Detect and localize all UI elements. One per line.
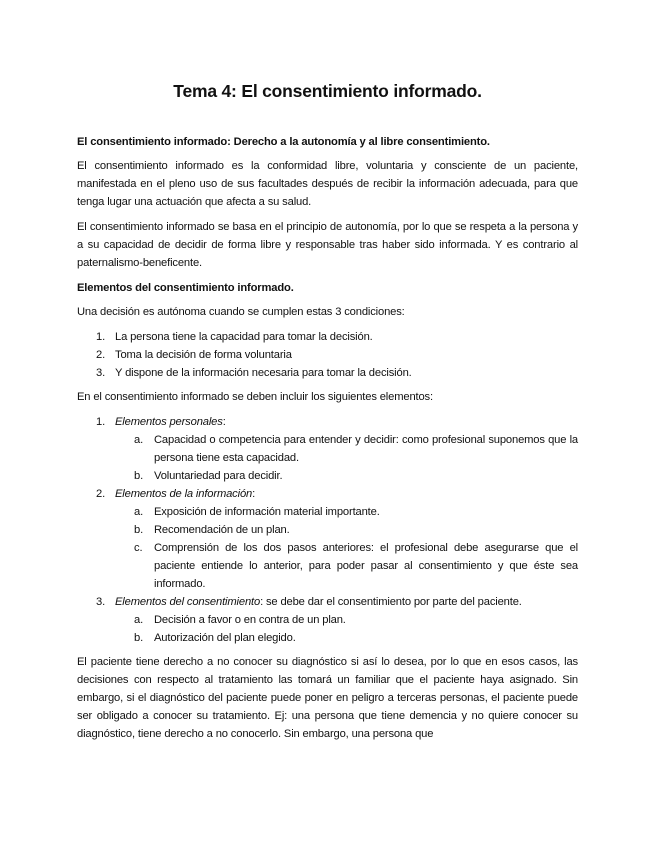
subitem-text: Autorización del plan elegido. [154,632,296,644]
condition-text: Y dispone de la información necesaria para tomar la decisión. [115,367,412,379]
subitem [77,521,578,539]
subitem [77,503,578,521]
condition-item [77,364,578,382]
subitem-text: Recomendación de un plan. [154,524,290,536]
paragraph-elements-intro: En el consentimiento informado se deben incluir los siguientes elementos: [77,391,433,403]
list-marker: 2. [96,349,106,361]
list-marker: 3. [96,367,106,379]
element-subitems [77,503,578,593]
element-item-information [77,485,578,503]
subitem [77,629,578,647]
list-marker: a. [134,506,144,518]
subitem [77,611,578,629]
subitem [77,467,578,485]
element-suffix: : [222,416,226,428]
element-subitems [77,611,578,647]
element-item-consent [77,593,578,611]
section-heading-consent: El consentimiento informado: Derecho a la autonomía y al libre consentimiento. [77,136,490,148]
element-label: Elementos del consentimiento [115,596,261,608]
element-subitems [77,431,578,485]
subitem [77,431,578,467]
paragraph-autonomy: El consentimiento informado se basa en el principio de autonomía, por lo que se respeta a la persona y a su capacidad de decidir de forma libre y responsable tras haber sido informada. Y es contrario al paternalismo-beneficente. [77,221,578,269]
sublist-wrapper [77,611,578,647]
list-marker: 3. [96,596,106,608]
document-body [77,133,578,743]
conditions-list [77,328,578,382]
list-marker: c. [134,542,143,554]
subitem-text: Capacidad o competencia para entender y decidir: como profesional suponemos que la persona tiene esta capacidad. [154,434,578,464]
condition-item [77,346,578,364]
element-label: Elementos de la información [115,488,253,500]
subitem-text: Exposición de información material importante. [154,506,380,518]
subitem-text: Decisión a favor o en contra de un plan. [154,614,346,626]
condition-text: La persona tiene la capacidad para tomar la decisión. [115,331,373,343]
condition-item [77,328,578,346]
paragraph-definition: El consentimiento informado es la conformidad libre, voluntaria y consciente de un paciente, manifestada en el pleno uso de sus facultades después de recibir la información adecuada, para que tenga lugar una actuación que afecta a su salud. [77,160,578,208]
subitem-text: Comprensión de los dos pasos anteriores: el profesional debe asegurarse que el paciente entiende lo anterior, para poder pasar al consentimiento y que éste sea informado. [154,542,578,590]
element-suffix: : [252,488,256,500]
element-item-personal [77,413,578,431]
sublist-wrapper [77,503,578,593]
condition-text: Toma la decisión de forma voluntaria [115,349,292,361]
list-marker: a. [134,434,144,446]
list-marker: 1. [96,331,106,343]
section-heading-elements: Elementos del consentimiento informado. [77,282,294,294]
list-marker: b. [134,470,144,482]
sublist-wrapper [77,431,578,485]
paragraph-conditions-intro: Una decisión es autónoma cuando se cumplen estas 3 condiciones: [77,306,405,318]
element-label: Elementos personales [115,416,223,428]
list-marker: b. [134,632,144,644]
list-marker: b. [134,524,144,536]
list-marker: 2. [96,488,106,500]
subitem-text: Voluntariedad para decidir. [154,470,283,482]
subitem [77,539,578,593]
paragraph-right-not-to-know: El paciente tiene derecho a no conocer su diagnóstico si así lo desea, por lo que en esos casos, las decisiones con respecto al tratamiento las tomará un familiar que el paciente haya asignado. Sin embargo, si el diagnóstico del paciente puede poner en peligro a terceras personas, el paciente puede ser obligado a conocer su tratamiento. Ej: una persona que tiene demencia y no quiere conocer su diagnóstico, tiene derecho a no conocerlo. Sin embargo, una persona que [77,656,578,740]
list-marker: a. [134,614,144,626]
page-title: Tema 4: El consentimiento informado. [173,81,482,101]
elements-list [77,413,578,647]
list-marker: 1. [96,416,106,428]
element-suffix: : se debe dar el consentimiento por parte del paciente. [260,596,522,608]
